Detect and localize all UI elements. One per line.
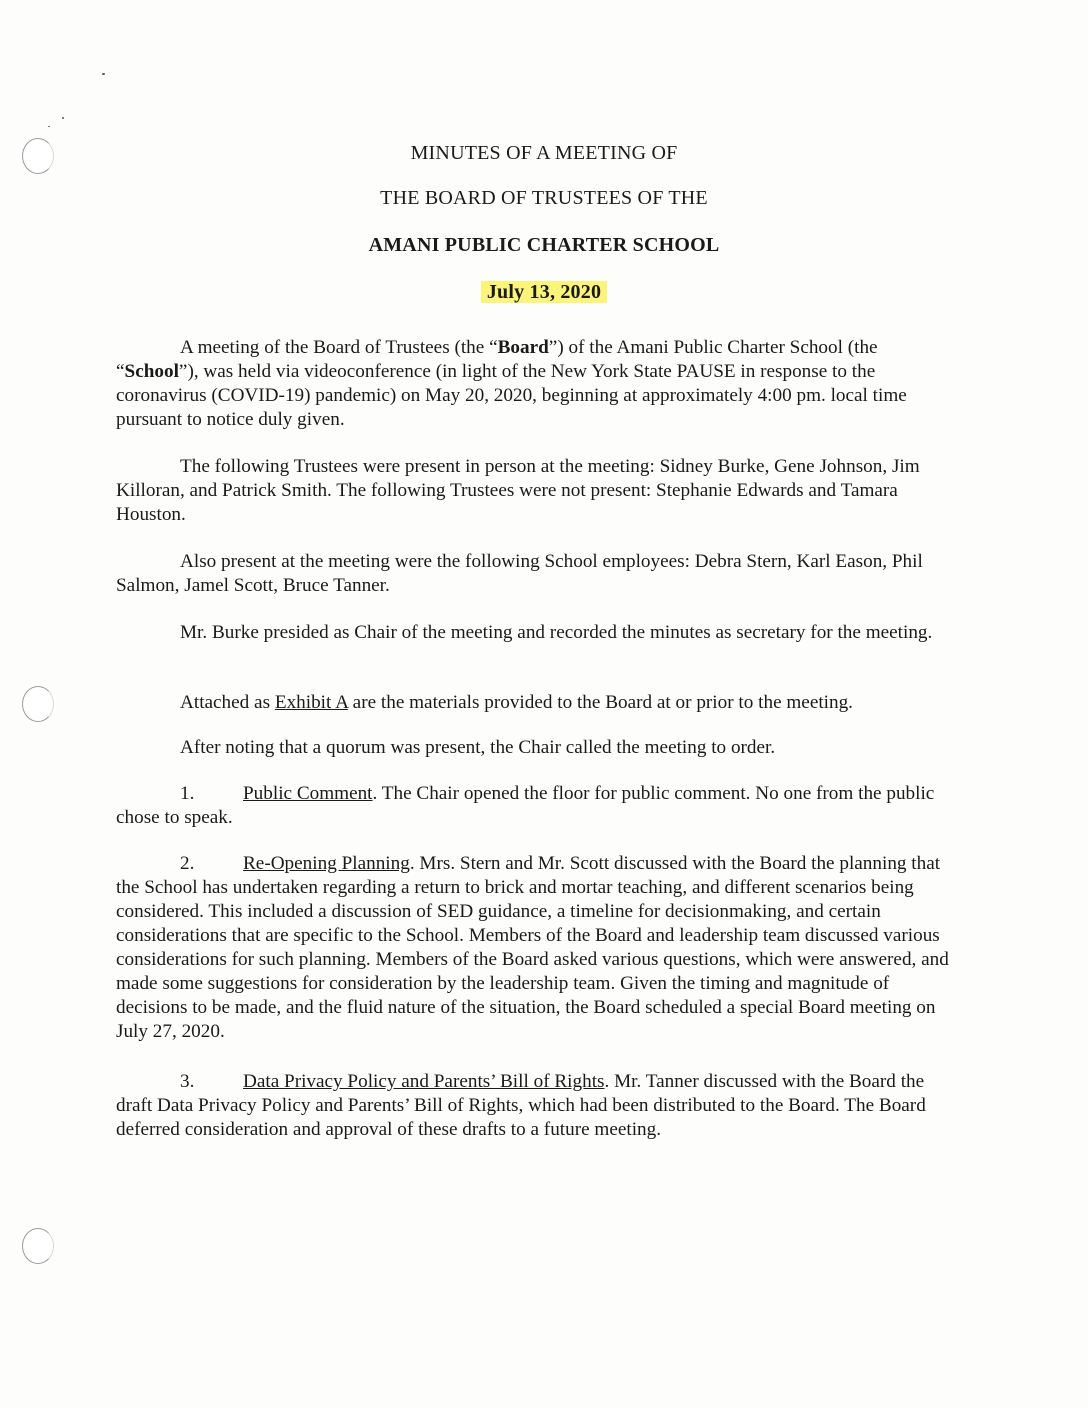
exhibit-text-before: Attached as [180, 692, 275, 713]
scan-speck [102, 73, 105, 75]
trustees-present-paragraph [116, 455, 952, 527]
agenda-item-1 [116, 782, 952, 830]
item-title-data-privacy: Data Privacy Policy and Parents’ Bill of Rights [243, 1071, 605, 1092]
agenda-item-2 [116, 852, 952, 1044]
school-name-heading: AMANI PUBLIC CHARTER SCHOOL [368, 234, 720, 256]
chair-text: Mr. Burke presided as Chair of the meeting and recorded the minutes as secretary for the meeting. [180, 622, 933, 643]
item-text: . Mrs. Stern and Mr. Scott discussed with the Board the planning that the School has undertaken regarding a return to brick and mortar teaching, and different scenarios being considered. This included a discussion of SED guidance, a timeline for decisionmaking, and certain considerations that are specific to the School. Members of the Board and leadership team discussed various considerations for such planning. Members of the Board asked various questions, which were answered, and made some suggestions for consideration by the leadership team. Given the timing and magnitude of decisions to be made, and the fluid nature of the situation, the Board scheduled a special Board meeting on July 27, 2020. [116, 853, 949, 1042]
defined-term-board: Board [497, 337, 549, 358]
quorum-paragraph [116, 736, 952, 760]
defined-term-school: School [124, 361, 179, 382]
intro-text-d: ”), was held via videoconference (in light of the New York State PAUSE in response to the coronavirus (COVID-19) pandemic) on May 20, 2020, beginning at approximately 4:00 pm. local time pursuant to notice duly given. [116, 361, 907, 430]
employees-present-paragraph [116, 550, 952, 598]
scan-speck [48, 126, 50, 127]
item-number: 3. [180, 1071, 195, 1092]
item-title-public-comment: Public Comment [243, 783, 373, 804]
intro-paragraph [116, 336, 952, 432]
title-line-2: THE BOARD OF TRUSTEES OF THE [380, 187, 708, 209]
trustees-present-text: The following Trustees were present in person at the meeting: Sidney Burke, Gene Johnson, Jim Killoran, and Patrick Smith. The following Trustees were not present: Stephanie Edwards and Tamara Houston. [116, 456, 920, 525]
intro-text-a: A meeting of the Board of Trustees (the “ [180, 337, 498, 358]
agenda-item-3 [116, 1070, 952, 1142]
meeting-date-heading [0, 280, 1088, 304]
punch-hole-bottom [22, 1228, 54, 1264]
exhibit-a-reference: Exhibit A [274, 692, 348, 713]
employees-present-text: Also present at the meeting were the following School employees: Debra Stern, Karl Eason, Phil Salmon, Jamel Scott, Bruce Tanner. [116, 551, 923, 596]
chair-paragraph [116, 621, 952, 645]
item-title-re-opening-planning: Re-Opening Planning [243, 853, 410, 874]
item-text: . Mr. Tanner discussed with the Board the draft Data Privacy Policy and Parents’ Bill of Rights, which had been distributed to the Board. The Board deferred consideration and approval of these drafts to a future meeting. [116, 1071, 926, 1140]
title-line-1: MINUTES OF A MEETING OF [410, 142, 678, 164]
item-number: 2. [180, 853, 195, 874]
item-text: . The Chair opened the floor for public comment. No one from the public chose to speak. [116, 783, 935, 828]
intro-text-c: ”) of the Amani Public Charter School (the “ [116, 337, 878, 382]
scan-speck [62, 117, 64, 119]
meeting-date: July 13, 2020 [481, 281, 607, 303]
quorum-text: After noting that a quorum was present, the Chair called the meeting to order. [180, 737, 776, 758]
punch-hole-middle [22, 686, 54, 722]
exhibit-text-after: are the materials provided to the Board at or prior to the meeting. [347, 692, 853, 713]
item-number: 1. [180, 783, 195, 804]
exhibit-paragraph [116, 691, 952, 715]
